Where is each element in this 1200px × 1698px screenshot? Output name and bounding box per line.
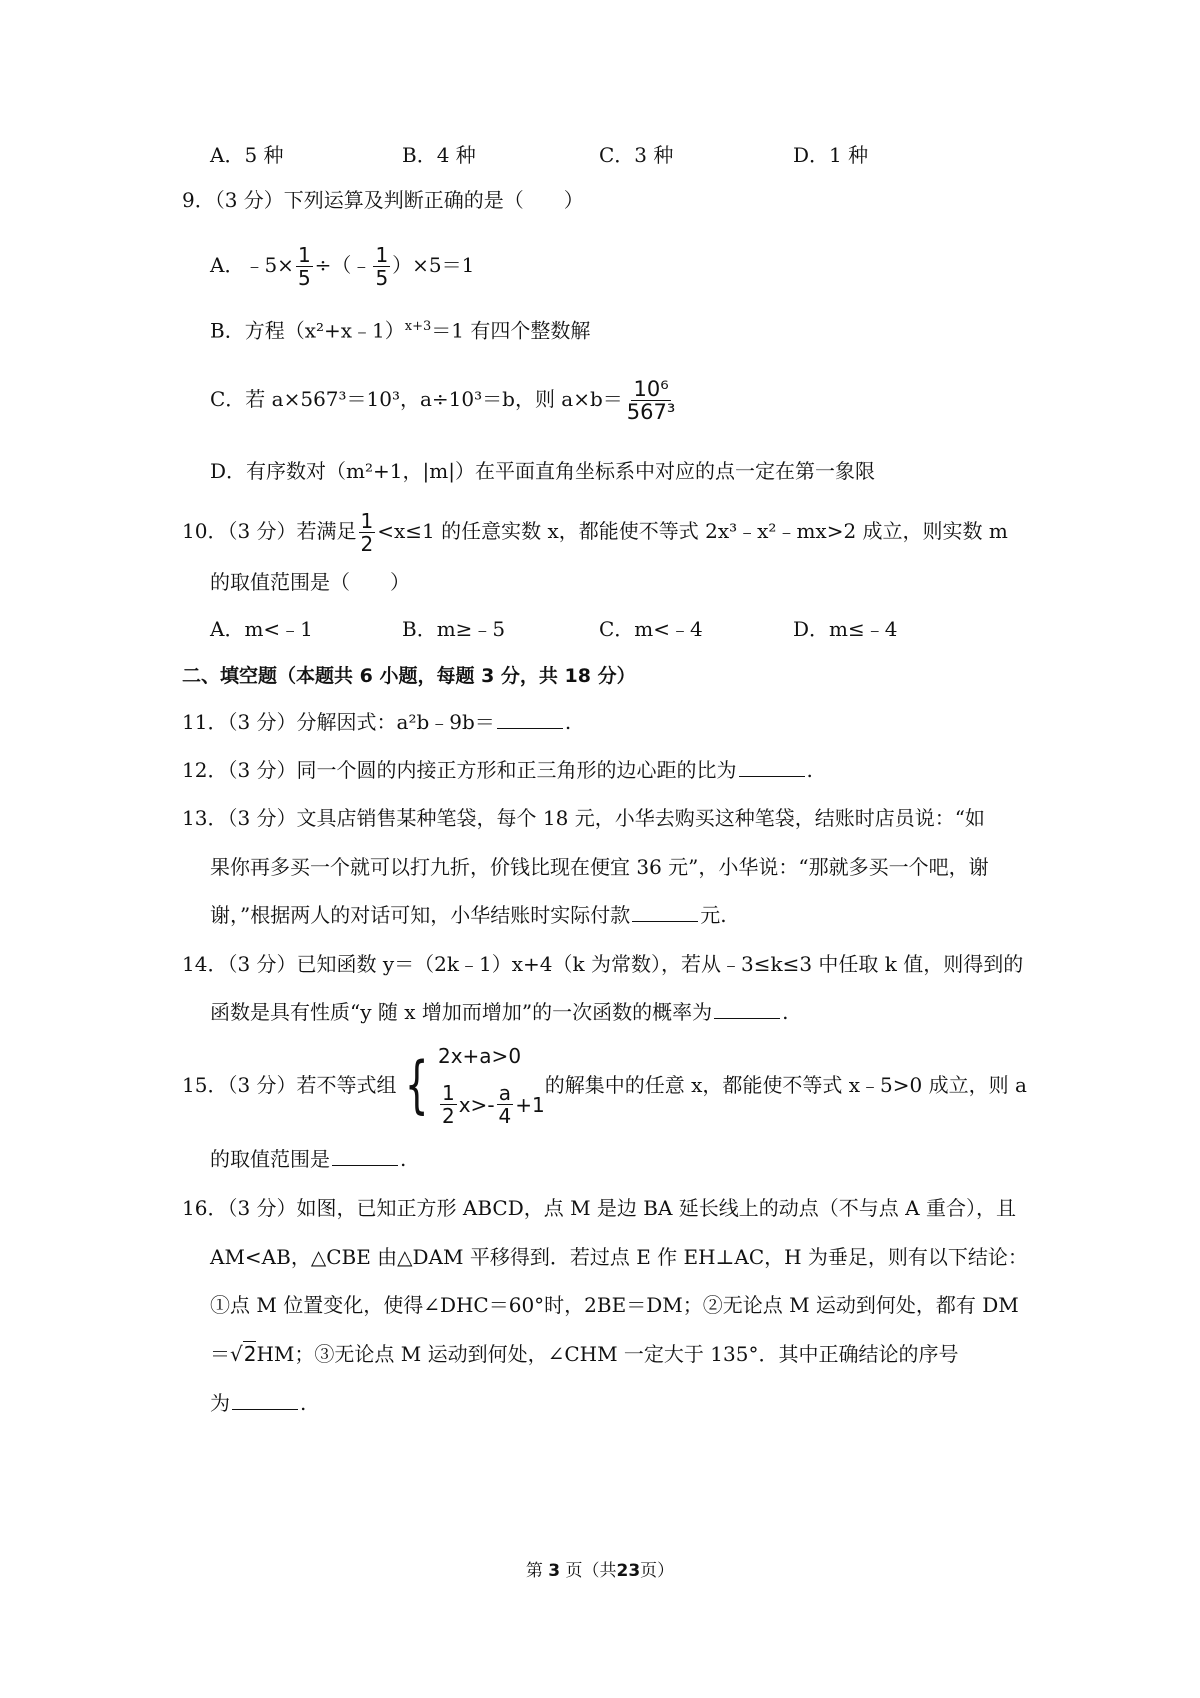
q12-post: . — [806, 758, 813, 782]
q9-c-den: 567³ — [626, 400, 676, 424]
q9-a-frac1-den: 5 — [297, 266, 311, 290]
q9-a-fraction-1 — [296, 244, 313, 289]
q16-line3: ①点 M 位置变化，使得∠DHC＝60°时，2BE＝DM；②无论点 M 运动到何处，都有 DM — [210, 1293, 1019, 1317]
q9-a-frac2-den: 5 — [375, 266, 389, 290]
q9-c-fraction — [625, 378, 678, 423]
q14-line2 — [210, 998, 788, 1026]
q9-a-mid: ÷（﹣ — [314, 253, 372, 277]
q13-line3-text: 谢，”根据两人的对话可知，小华结账时实际付款 — [210, 903, 631, 927]
q15-row1: 2x+a>0 — [437, 1044, 522, 1068]
q10-option-c: C．m<﹣4 — [599, 617, 703, 641]
q15-post: 的解集中的任意 x，都能使不等式 x﹣5>0 成立，则 a — [544, 1073, 1027, 1097]
q16-line5-post: . — [300, 1391, 307, 1415]
q15-pre: 15．（3 分）若不等式组 — [182, 1073, 397, 1097]
q15-row2-fraction-1 — [440, 1082, 457, 1127]
q8-option-d: D．1 种 — [793, 143, 869, 167]
q14-line1: 14．（3 分）已知函数 y＝（2k﹣1）x+4（k 为常数），若从﹣3≤k≤3 中任取 k 值，则得到的 — [182, 952, 1024, 976]
q11-answer-blank — [497, 708, 563, 729]
q11 — [182, 708, 571, 736]
footer-page-number: 3 — [548, 1561, 561, 1581]
q15-row2 — [438, 1082, 545, 1127]
q15-row2-frac2-den: 4 — [498, 1104, 512, 1128]
q9-a-frac2-num: 1 — [375, 243, 389, 267]
q10-option-d: D．m≤﹣4 — [793, 617, 898, 641]
q9-a-post: ）×5＝1 — [392, 253, 475, 277]
q16-line4-post: HM；③无论点 M 运动到何处，∠CHM 一定大于 135°．其中正确结论的序号 — [256, 1342, 959, 1366]
q14-answer-blank — [714, 998, 780, 1019]
q9-option-c — [210, 378, 679, 423]
q10-option-a: A．m<﹣1 — [210, 617, 313, 641]
q9-b-text: B．方程（x²+x﹣1） — [210, 318, 405, 343]
q16-line5-text: 为 — [210, 1391, 230, 1415]
q13-line2: 果你再多买一个就可以打九折，价钱比现在便宜 36 元”，小华说：“那就多买一个吧，谢 — [210, 855, 989, 879]
q9-b-exponent: x+3 — [404, 319, 432, 334]
q10-fraction — [359, 510, 376, 555]
q15-line2-text: 的取值范围是 — [210, 1147, 330, 1171]
q15-row2-fraction-2 — [497, 1082, 514, 1127]
q8-option-b: B．4 种 — [402, 143, 476, 167]
q16-line4-pre: ＝ — [210, 1342, 230, 1366]
footer-pre: 第 — [525, 1561, 543, 1581]
q9-c-num: 10⁶ — [633, 377, 669, 401]
q9-option-a — [210, 244, 474, 289]
q16-sqrt-radicand: 2 — [243, 1342, 257, 1366]
q15-line2-post: . — [400, 1147, 407, 1171]
q10-line1 — [182, 510, 1008, 555]
q15-row2-frac2-num: a — [498, 1081, 512, 1105]
q15-inequality-system — [397, 1043, 545, 1127]
q8-option-c: C．3 种 — [599, 143, 674, 167]
q10-post: <x≤1 的任意实数 x，都能使不等式 2x³﹣x²﹣mx>2 成立，则实数 m — [377, 519, 1008, 543]
q14-line2-text: 函数是具有性质“y 随 x 增加而增加”的一次函数的概率为 — [210, 1000, 713, 1024]
q16-answer-blank — [232, 1389, 298, 1410]
q16-line2: AM<AB，△CBE 由△DAM 平移得到．若过点 E 作 EH⊥AC，H 为垂足，则有以下结论： — [210, 1245, 1028, 1269]
q15-brace: { — [404, 1048, 429, 1121]
q11-post: . — [564, 710, 572, 734]
q9-a-pre: A．﹣5× — [210, 253, 294, 277]
q9-a-fraction-2 — [373, 244, 390, 289]
footer-mid: 页（共 — [565, 1561, 617, 1581]
q9-option-b — [210, 313, 590, 345]
q9-option-d: D．有序数对（m²+1，|m|）在平面直角坐标系中对应的点一定在第一象限 — [210, 459, 875, 483]
footer-post: 页） — [640, 1561, 675, 1581]
q12-text: 12．（3 分）同一个圆的内接正方形和正三角形的边心距的比为 — [182, 758, 737, 782]
q16-line5 — [210, 1389, 306, 1417]
q13-line3 — [210, 901, 727, 929]
q13-answer-blank — [632, 901, 698, 922]
section-2-heading: 二、填空题（本题共 6 小题，每题 3 分，共 18 分） — [182, 665, 636, 687]
q15-row2-frac1-num: 1 — [441, 1081, 455, 1105]
q12-answer-blank — [739, 756, 805, 777]
page-footer — [0, 1556, 1200, 1581]
q15-line2 — [210, 1145, 406, 1173]
q10-pre: 10．（3 分）若满足 — [182, 519, 357, 543]
footer-total-pages: 23 — [616, 1561, 641, 1581]
q9-b-post: ＝1 有四个整数解 — [431, 318, 591, 343]
q14-line2-post: . — [782, 1000, 789, 1024]
q15-line1 — [182, 1037, 1027, 1133]
q10-frac-num: 1 — [360, 509, 374, 533]
q10-line2: 的取值范围是（ ） — [210, 570, 410, 594]
q16-sqrt: √2 — [230, 1342, 257, 1366]
q16-line4 — [210, 1340, 958, 1368]
q10-option-b: B．m≥﹣5 — [402, 617, 506, 641]
q9-c-text: C．若 a×567³＝10³，a÷10³＝b，则 a×b＝ — [210, 387, 623, 411]
q10-frac-den: 2 — [360, 532, 374, 556]
q15-row2-mid: x>- — [458, 1092, 495, 1117]
q9-stem: 9．（3 分）下列运算及判断正确的是（ ） — [182, 188, 584, 212]
q15-row2-post: +1 — [515, 1092, 545, 1117]
q13-line3-post: 元. — [700, 903, 727, 927]
q15-answer-blank — [332, 1145, 398, 1166]
q16-line1: 16．（3 分）如图，已知正方形 ABCD，点 M 是边 BA 延长线上的动点（不与点 A 重合），且 — [182, 1196, 1016, 1220]
q11-text: 11．（3 分）分解因式：a²b﹣9b＝ — [182, 710, 495, 734]
q9-a-frac1-num: 1 — [297, 243, 311, 267]
q8-option-a: A．5 种 — [210, 143, 284, 167]
q13-line1: 13．（3 分）文具店销售某种笔袋，每个 18 元，小华去购买这种笔袋，结账时店员说：“如 — [182, 806, 985, 830]
q12 — [182, 756, 813, 784]
q15-system-rows — [438, 1043, 545, 1127]
q15-row2-frac1-den: 2 — [441, 1104, 455, 1128]
